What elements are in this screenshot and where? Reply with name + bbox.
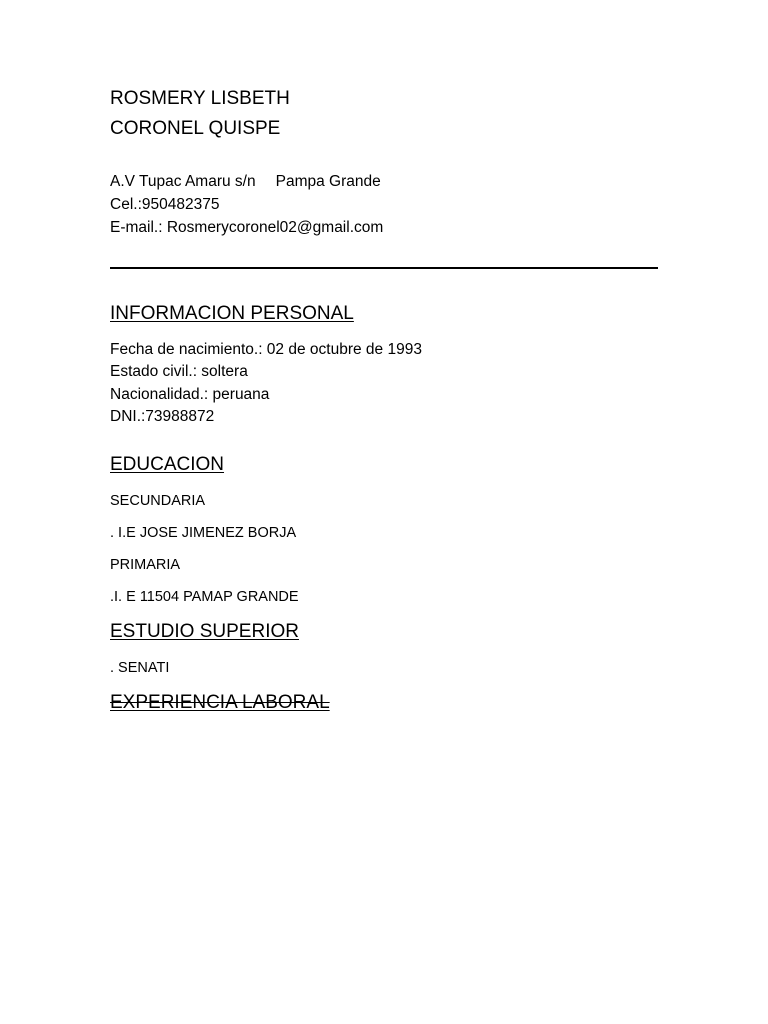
name-last: CORONEL QUISPE: [110, 118, 281, 139]
header-divider: [110, 267, 658, 269]
nationality: Nacionalidad.: peruana: [110, 386, 270, 403]
higher-school: . SENATI: [110, 660, 170, 676]
civil-status: Estado civil.: soltera: [110, 363, 248, 380]
secondary-label: SECUNDARIA: [110, 493, 206, 509]
section-heading-higher: ESTUDIO SUPERIOR: [110, 621, 299, 642]
primary-school: .I. E 11504 PAMAP GRANDE: [110, 589, 299, 605]
dni: DNI.:73988872: [110, 408, 215, 425]
section-heading-experience: EXPERIENCIA LABORAL: [110, 692, 330, 713]
birth-date: Fecha de nacimiento.: 02 de octubre de 1993: [110, 341, 422, 358]
name-first: ROSMERY LISBETH: [110, 88, 290, 109]
secondary-school: . I.E JOSE JIMENEZ BORJA: [110, 525, 297, 541]
primary-label: PRIMARIA: [110, 557, 181, 573]
address-city: Pampa Grande: [275, 173, 381, 190]
email-line: E-mail.: Rosmerycoronel02@gmail.com: [110, 219, 384, 236]
address-street: A.V Tupac Amaru s/n: [110, 173, 256, 190]
section-heading-education: EDUCACION: [110, 454, 225, 475]
address-line: [110, 172, 381, 192]
section-heading-personal: INFORMACION PERSONAL: [110, 303, 354, 324]
phone-line: Cel.:950482375: [110, 196, 220, 213]
